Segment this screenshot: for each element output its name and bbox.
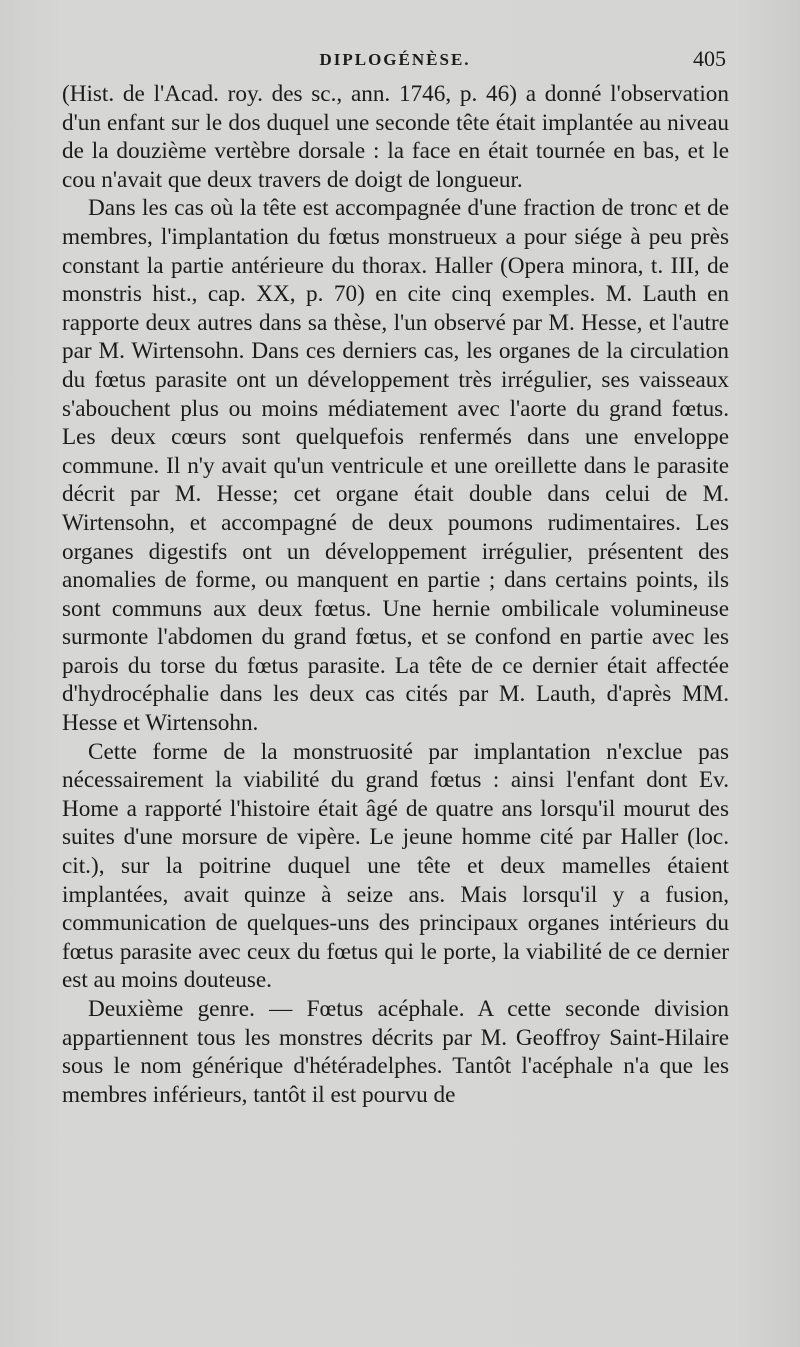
paragraph-4 (62, 995, 729, 1109)
running-title: DIPLOGÉNÈSE. (319, 50, 471, 69)
paragraph-3-text: Cette forme de la monstruosité par implantation n'exclue pas nécessairement la viabilité du grand fœtus : ainsi l'enfant dont Ev. Home a rapporté l'histoire était âgé de quatre ans lorsqu'il mourut des suites d'une morsure de vipère. Le jeune homme cité par Haller (loc. cit.), sur la poitrine duquel une tête et deux mamelles étaient implantées, avait quinze à seize ans. Mais lorsqu'il y a fusion, communication de quelques-uns des principaux organes intérieurs du fœtus parasite avec ceux du fœtus qui le porte, la viabilité de ce dernier est au moins douteuse. (62, 738, 729, 994)
paragraph-3 (62, 738, 729, 995)
paragraph-1 (62, 80, 729, 194)
paragraph-2 (62, 194, 729, 737)
running-head (62, 46, 728, 76)
paragraph-1-text: (Hist. de l'Acad. roy. des sc., ann. 1746, p. 46) a donné l'observation d'un enfant sur le dos duquel une seconde tête était implantée au niveau de la douzième vertèbre dorsale : la face en était tournée en bas, et le cou n'avait que deux travers de doigt de longueur. (62, 81, 729, 193)
page-number: 405 (693, 46, 726, 71)
paragraph-4-text: Deuxième genre. — Fœtus acéphale. A cette seconde division appartiennent tous les monstres décrits par M. Geoffroy Saint-Hilaire sous le nom générique d'hétéradelphes. Tantôt l'acéphale n'a que les membres inférieurs, tantôt il est pourvu de (62, 996, 729, 1108)
paragraph-2-text: Dans les cas où la tête est accompagnée d'une fraction de tronc et de membres, l'implantation du fœtus monstrueux a pour siége à peu près constant la partie antérieure du thorax. Haller (Opera minora, t. III, de monstris hist., cap. XX, p. 70) en cite cinq exemples. M. Lauth en rapporte deux autres dans sa thèse, l'un observé par M. Hesse, et l'autre par M. Wirtensohn. Dans ces derniers cas, les organes de la circulation du fœtus parasite ont un développement très irrégulier, ses vaisseaux s'abouchent plus ou moins médiatement avec l'aorte du grand fœtus. Les deux cœurs sont quelquefois renfermés dans une enveloppe commune. Il n'y avait qu'un ventricule et une oreillette dans le parasite décrit par M. Hesse; cet organe était double dans celui de M. Wirtensohn, et accompagné de deux poumons rudimentaires. Les organes digestifs ont un développement irrégulier, présentent des anomalies de forme, ou manquent en partie ; dans certains points, ils sont communs aux deux fœtus. Une hernie ombilicale volumineuse surmonte l'abdomen du grand fœtus, et se confond en partie avec les parois du torse du fœtus parasite. La tête de ce dernier était affectée d'hydrocéphalie dans les deux cas cités par M. Lauth, d'après MM. Hesse et Wirtensohn. (62, 195, 729, 737)
body-text (62, 80, 729, 1109)
